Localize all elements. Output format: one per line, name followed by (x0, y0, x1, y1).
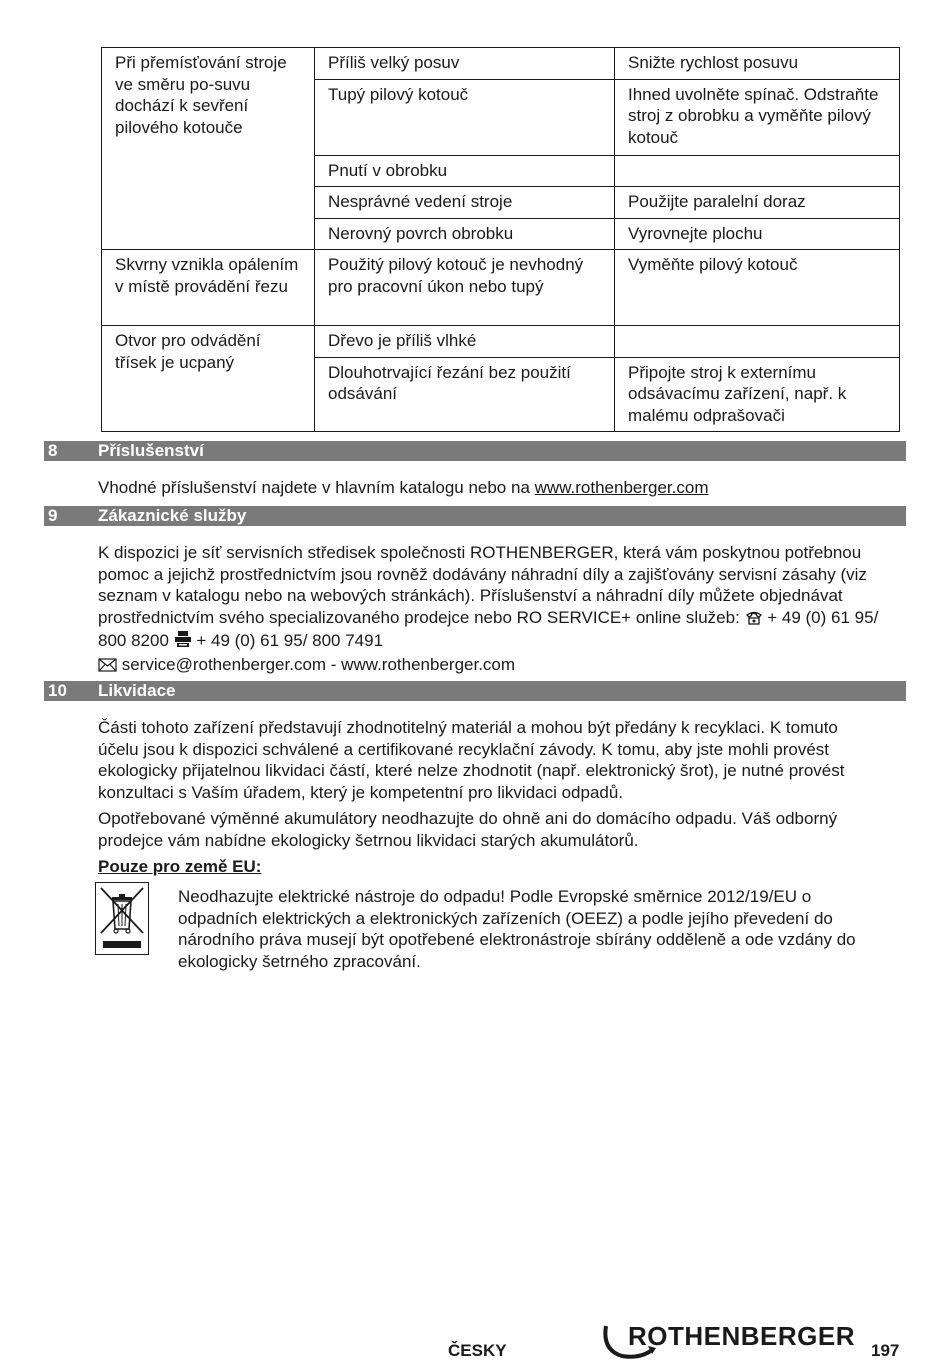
section-title: Příslušenství (98, 441, 204, 460)
cause-cell: Nerovný povrch obrobku (315, 218, 615, 250)
problem-cell: Při přemísťování stroje ve směru po-suvu dochází k sevření pilového kotouče (102, 48, 315, 250)
remedy-cell (615, 326, 900, 358)
cause-cell: Nesprávné vedení stroje (315, 187, 615, 219)
website-link[interactable]: www.rothenberger.com (534, 478, 709, 497)
accessories-text: Vhodné příslušenství najdete v hlavním katalogu nebo na (98, 478, 535, 497)
remedy-cell: Použijte paralelní doraz (615, 187, 900, 219)
phone-number: + 49 (0) 61 95/ 800 8200 (98, 607, 879, 650)
phone-icon (745, 609, 763, 631)
service-text: K dispozici je síť servisních středisek společnosti ROTHENBERGER, která vám poskytnou potřebnou pomoc a jejichž prostřednictvím jsou rovněž dodávány náhradní díly a zajišťovány servisní zásahy (viz seznam v katalogu nebo na webových stránkách). Příslušenství a náhradní díly můžete objednávat prostřednictvím svého specializovaného prodejce nebo RO SERVICE+ online služeb: (98, 543, 867, 627)
accessories-paragraph (98, 477, 898, 499)
eu-heading: Pouze pro země EU: (98, 857, 262, 876)
remedy-cell: Vyrovnejte plochu (615, 218, 900, 250)
remedy-cell: Připojte stroj k externímu odsávacímu zařízení, např. k malému odprašovači (615, 357, 900, 432)
section-header-accessories (44, 441, 906, 461)
section-title: Zákaznické služby (98, 506, 247, 525)
cause-cell: Pnutí v obrobku (315, 155, 615, 187)
disposal-text-1: Části tohoto zařízení představují zhodnotitelný materiál a mohou být předány k recyklaci. K tomuto účelu jsou k dispozici schválené a certifikované recyklační závody. K tomu, aby jste mohli provést ekologicky přijatelnou likvidaci částí, které nelze zhodnotit (např. elektronický šrot), je nutné provést konzultaci s Vaším úřadem, který je kompetentní pro likvidaci odpadů. (98, 718, 845, 802)
cause-cell: Dřevo je příliš vlhké (315, 326, 615, 358)
email-line: service@rothenberger.com - www.rothenberger.com (117, 654, 516, 674)
cause-cell: Příliš velký posuv (315, 48, 615, 80)
page-number: 197 (871, 1341, 900, 1360)
table-row (102, 250, 900, 326)
disposal-paragraph-1 (98, 717, 870, 803)
remedy-cell (615, 155, 900, 187)
disposal-paragraph-2 (98, 808, 870, 851)
footer-language: ČESKY (448, 1341, 507, 1360)
remedy-cell: Ihned uvolněte spínač. Odstraňte stroj z obrobku a vyměňte pilový kotouč (615, 79, 900, 155)
customer-service-paragraph (98, 542, 894, 677)
crossed-bin-icon (95, 882, 149, 955)
section-number: 8 (48, 441, 58, 460)
section-number: 9 (48, 506, 58, 525)
eu-disposal-text: Neodhazujte elektrické nástroje do odpadu! Podle Evropské směrnice 2012/19/EU o odpadních elektrických a elektronických zařízeních (OEEZ) a podle jejího převedení do národního práva musejí být opotřebené elektronástroje sbírány odděleně a ode vzdány do ekologicky šetrného zpracování. (178, 887, 856, 971)
cause-cell: Použitý pilový kotouč je nevhodný pro pracovní úkon nebo tupý (315, 250, 615, 326)
problem-cell: Skvrny vznikla opálením v místě provádění řezu (102, 250, 315, 326)
cause-cell: Dlouhotrvající řezání bez použití odsávání (315, 357, 615, 432)
remedy-cell: Snižte rychlost posuvu (615, 48, 900, 80)
envelope-icon (98, 656, 117, 678)
fax-icon (174, 630, 192, 654)
remedy-cell: Vyměňte pilový kotouč (615, 250, 900, 326)
cause-cell: Tupý pilový kotouč (315, 79, 615, 155)
table-row (102, 48, 900, 80)
section-header-disposal (44, 681, 906, 701)
section-header-customer-service (44, 506, 906, 526)
brand-name: ROTHENBERGER (628, 1321, 856, 1351)
disposal-text-2: Opotřebované výměnné akumulátory neodhazujte do ohně ani do domácího odpadu. Váš odborný prodejce vám nabídne ekologicky šetrnou likvidaci starých akumulátorů. (98, 809, 838, 850)
section-number: 10 (48, 681, 67, 700)
troubleshooting-table (101, 47, 900, 432)
problem-cell: Otvor pro odvádění třísek je ucpaný (102, 326, 315, 432)
table-row (102, 326, 900, 358)
fax-number: + 49 (0) 61 95/ 800 7491 (191, 631, 384, 650)
section-title: Likvidace (98, 681, 176, 700)
